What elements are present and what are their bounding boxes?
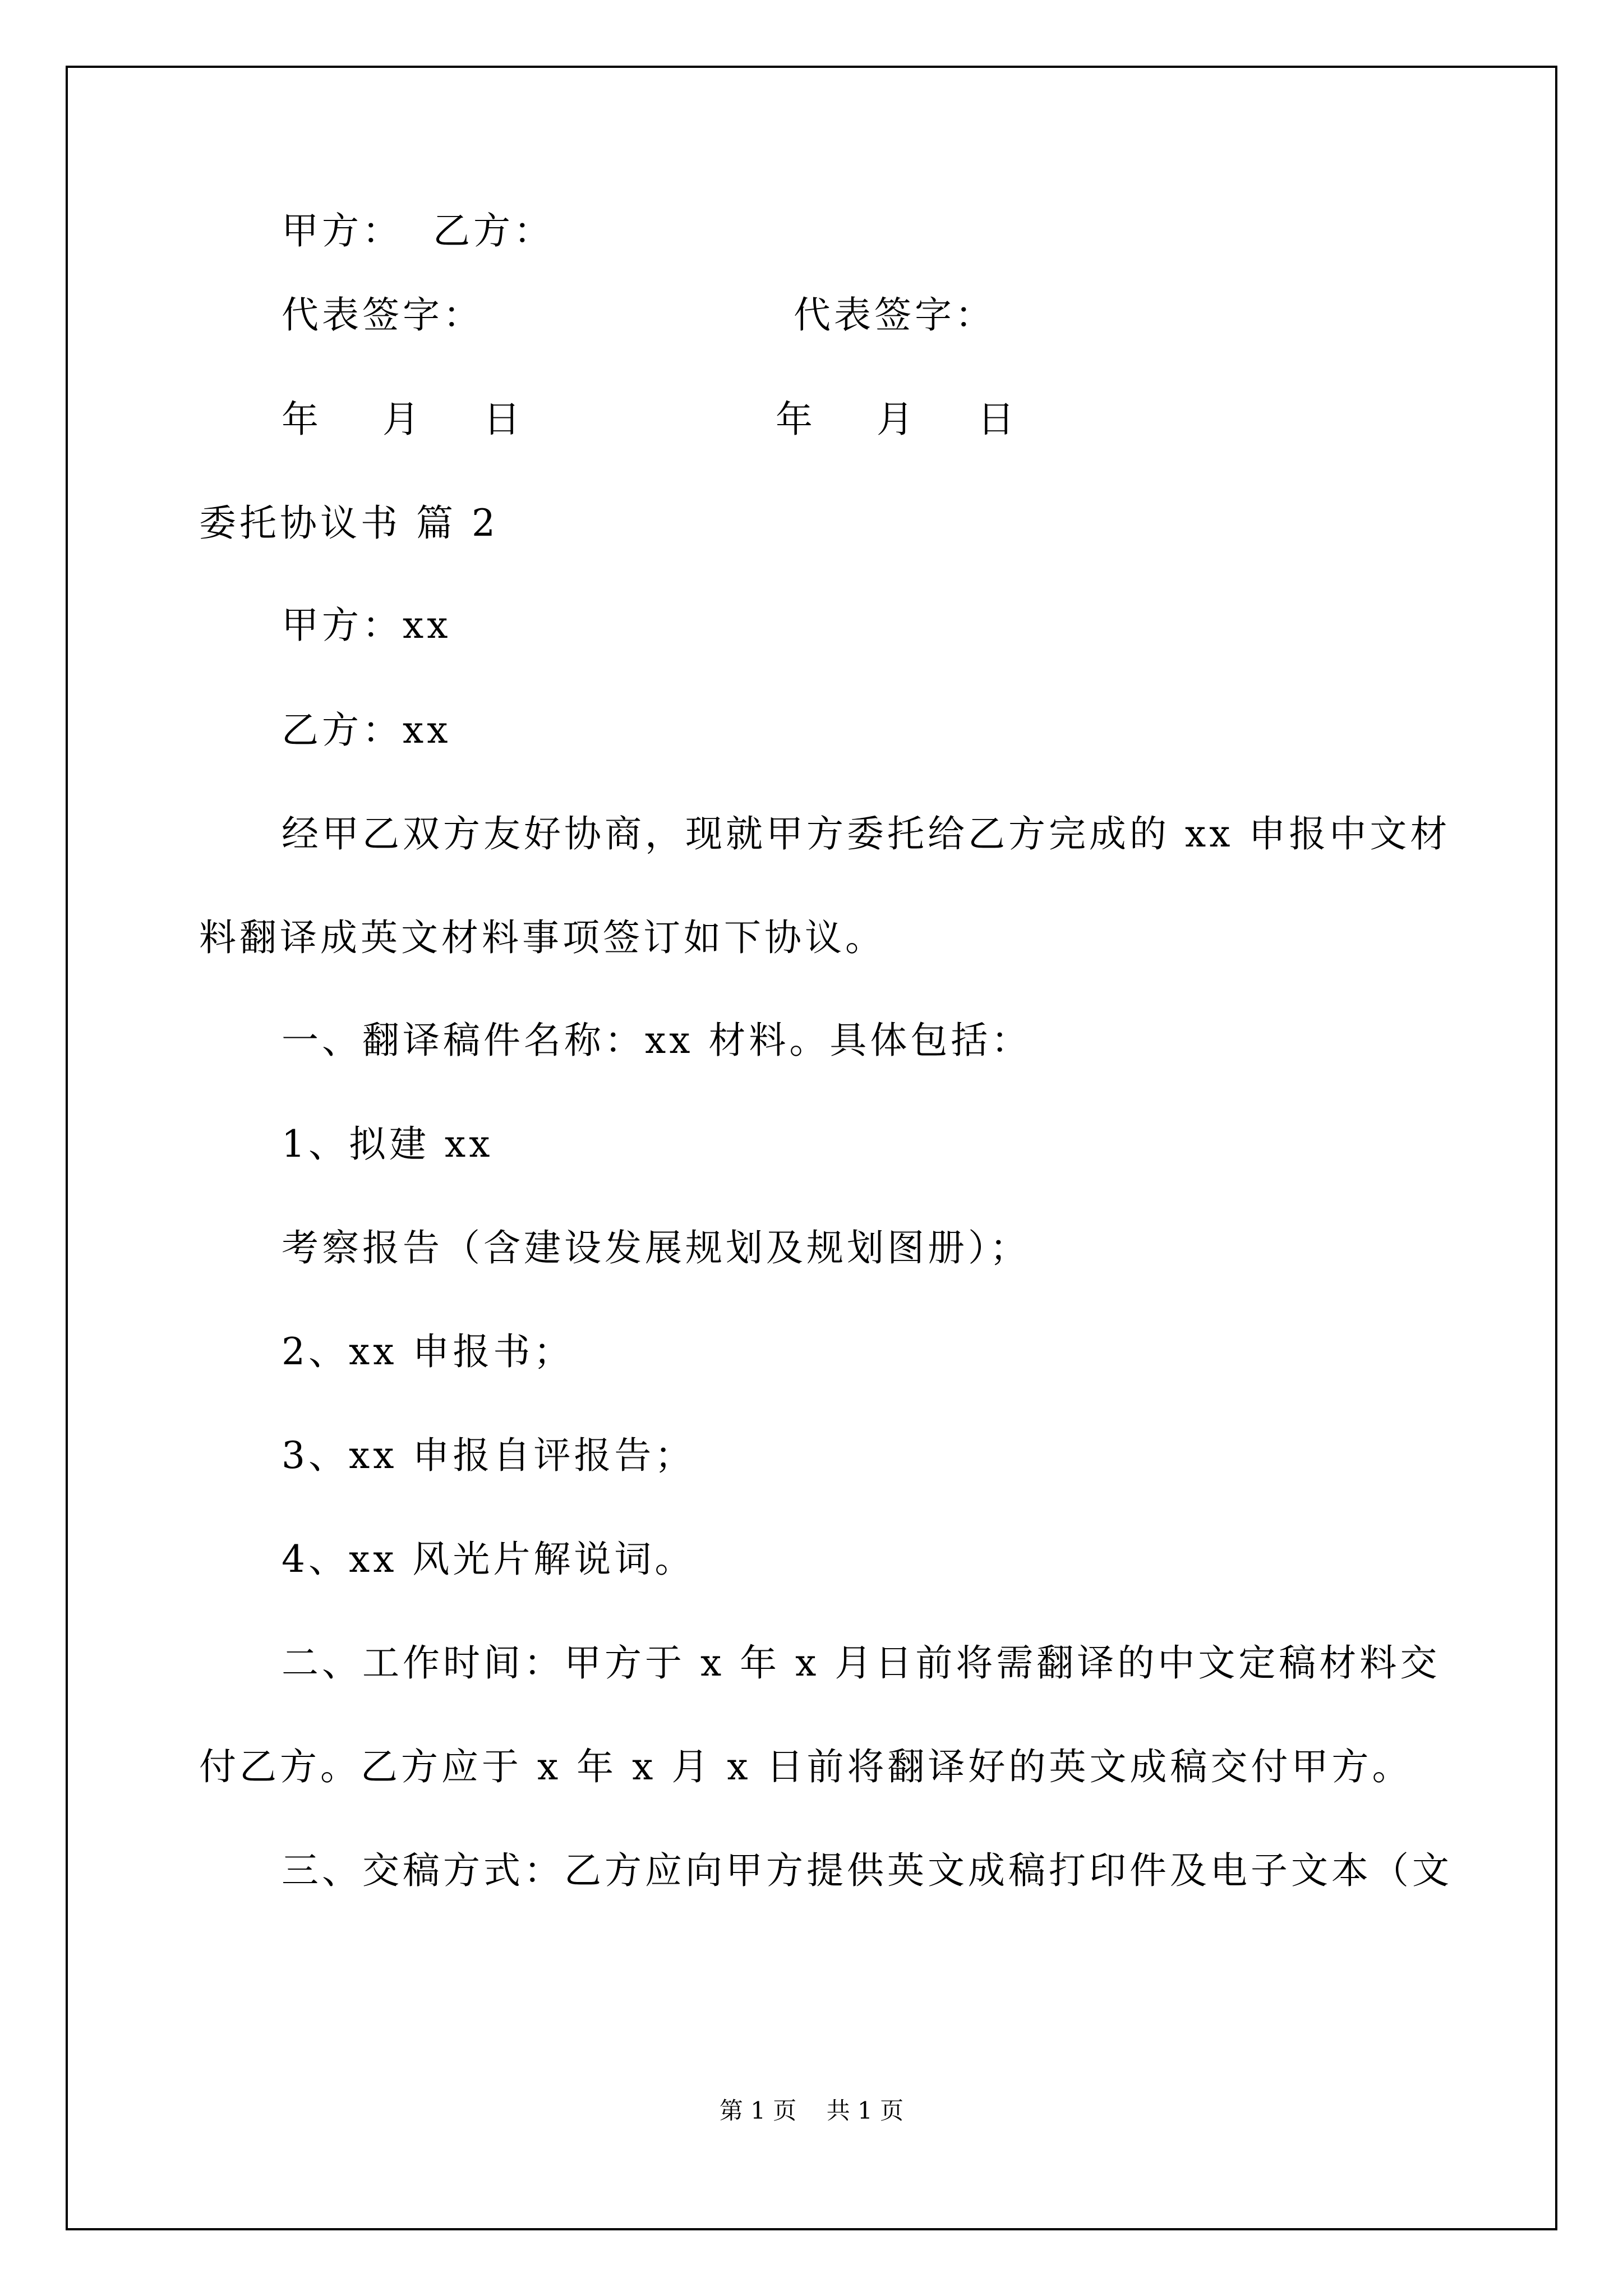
clause-two-line-1: 二、工作时间：甲方于 x 年 x 月日前将需翻译的中文定稿材料交	[282, 1641, 1441, 1685]
party-a-line: 甲方：xx	[282, 604, 451, 647]
paragraph-intro-line-2: 料翻译成英文材料事项签订如下协议。	[199, 916, 886, 959]
party-a-b-header: 甲方： 乙方：	[282, 209, 554, 252]
signature-label-party-b: 代表签字：	[794, 293, 995, 337]
paragraph-intro-line-1: 经甲乙双方友好协商，现就甲方委托给乙方完成的 xx 申报中文材	[282, 812, 1451, 855]
clause-two-line-2: 付乙方。乙方应于 x 年 x 月 x 日前将翻译好的英文成稿交付甲方。	[199, 1745, 1413, 1788]
date-party-a: 年 月 日	[282, 398, 524, 441]
list-item-4: 4、xx 风光片解说词。	[282, 1538, 695, 1581]
list-item-2: 2、xx 申报书；	[282, 1330, 574, 1373]
clause-three-line-1: 三、交稿方式：乙方应向甲方提供英文成稿打印件及电子文本（文	[282, 1849, 1453, 1892]
page-footer: 第 1 页 共 1 页	[719, 2097, 904, 2124]
section-title: 委托协议书 篇 2	[199, 501, 499, 545]
signature-label-party-a: 代表签字：	[282, 293, 483, 337]
list-item-3: 3、xx 申报自评报告；	[282, 1434, 695, 1477]
list-item-1: 1、拟建 xx	[282, 1122, 494, 1166]
list-item-1-continued: 考察报告（含建设发展规划及规划图册）；	[282, 1226, 1030, 1269]
party-b-line: 乙方：xx	[282, 708, 451, 752]
clause-one: 一、翻译稿件名称：xx 材料。具体包括：	[282, 1019, 1032, 1062]
date-party-b: 年 月 日	[776, 398, 1018, 441]
